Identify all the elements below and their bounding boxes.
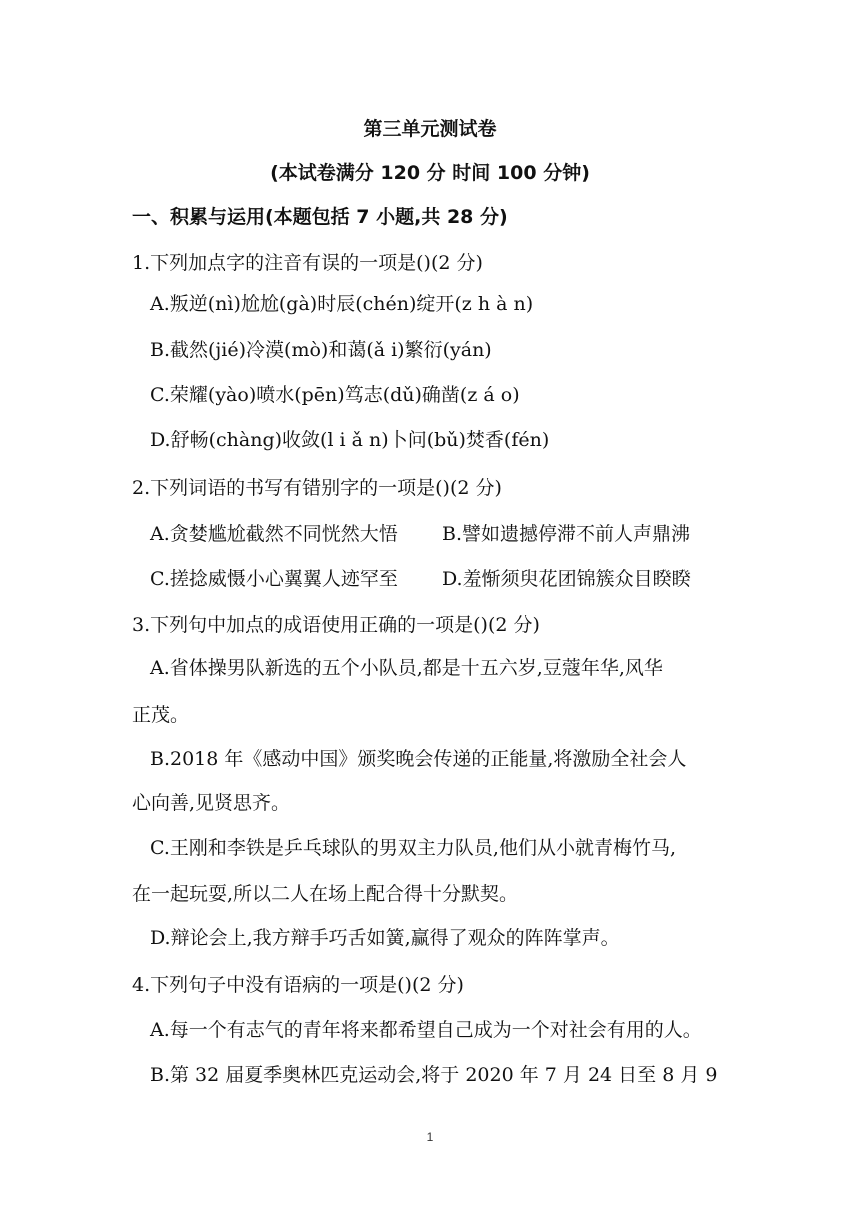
question-1-option-d: D.舒畅(chàng)收敛(l i ǎ n)卜问(bǔ)焚香(fén) bbox=[150, 429, 550, 451]
section-heading: 一、积累与运用(本题包括 7 小题,共 28 分) bbox=[132, 206, 508, 228]
page-number: 1 bbox=[426, 1130, 434, 1144]
question-1-option-b: B.截然(jié)冷漠(mò)和蔼(ǎ i)繁衍(yán) bbox=[150, 339, 492, 361]
question-2-option-c: C.搓捻威慑小心翼翼人迹罕至 bbox=[150, 568, 398, 590]
question-1-stem: 1.下列加点字的注音有误的一项是()(2 分) bbox=[132, 252, 483, 274]
question-3-option-a-line2: 正茂。 bbox=[132, 704, 190, 726]
question-3-option-b-line1: B.2018 年《感动中国》颁奖晚会传递的正能量,将激励全社会人 bbox=[150, 748, 687, 770]
question-2-option-d: D.羞惭须臾花团锦簇众目睽睽 bbox=[442, 568, 691, 590]
question-3-option-d: D.辩论会上,我方辩手巧舌如簧,赢得了观众的阵阵掌声。 bbox=[150, 927, 620, 949]
question-2-stem: 2.下列词语的书写有错别字的一项是()(2 分) bbox=[132, 477, 502, 499]
page-subtitle: (本试卷满分 120 分 时间 100 分钟) bbox=[270, 162, 590, 184]
question-2-option-b: B.譬如遗撼停滞不前人声鼎沸 bbox=[442, 523, 691, 545]
question-1-option-c: C.荣耀(yào)喷水(pēn)笃志(dǔ)确凿(z á o) bbox=[150, 384, 520, 406]
question-3-option-a-line1: A.省体操男队新选的五个小队员,都是十五六岁,豆蔻年华,风华 bbox=[150, 657, 663, 679]
question-3-option-c-line1: C.王刚和李铁是乒乓球队的男双主力队员,他们从小就青梅竹马, bbox=[150, 837, 676, 859]
page-title: 第三单元测试卷 bbox=[363, 118, 497, 140]
question-3-option-c-line2: 在一起玩耍,所以二人在场上配合得十分默契。 bbox=[132, 883, 519, 905]
question-3-option-b-line2: 心向善,见贤思齐。 bbox=[132, 792, 291, 814]
question-1-option-a: A.叛逆(nì)尬尬(gà)时辰(chén)绽开(z h à n) bbox=[150, 293, 534, 315]
question-4-option-a: A.每一个有志气的青年将来都希望自己成为一个对社会有用的人。 bbox=[150, 1019, 702, 1041]
question-2-option-a: A.贪婪尴尬截然不同恍然大悟 bbox=[150, 523, 398, 545]
question-3-stem: 3.下列句中加点的成语使用正确的一项是()(2 分) bbox=[132, 614, 540, 636]
question-4-stem: 4.下列句子中没有语病的一项是()(2 分) bbox=[132, 974, 464, 996]
question-4-option-b-line1: B.第 32 届夏季奥林匹克运动会,将于 2020 年 7 月 24 日至 8 月 9 bbox=[150, 1064, 718, 1086]
